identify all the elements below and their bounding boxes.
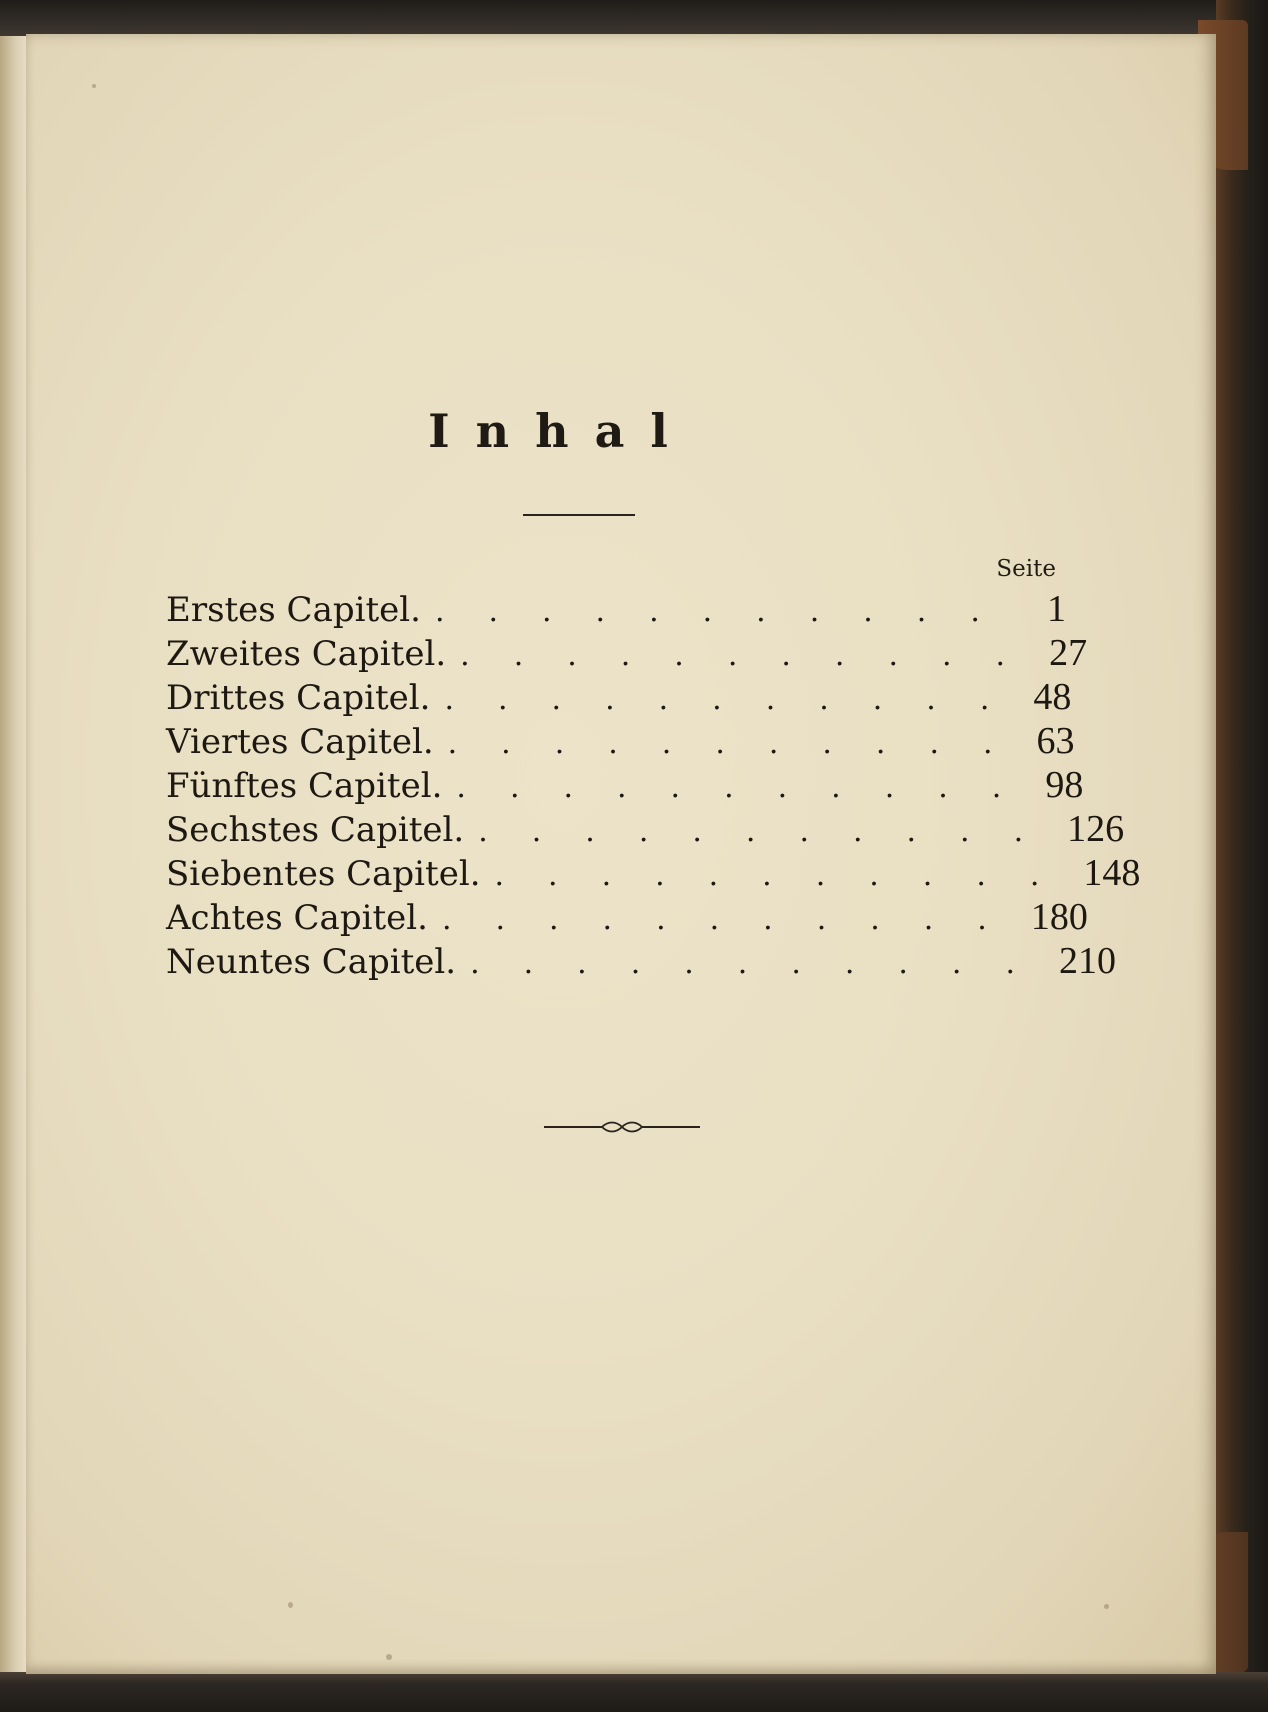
toc-entry-title: Erstes Capitel. [166,590,421,630]
dot-leader: ........... [444,682,1034,717]
toc-entry-title: Fünftes Capitel. [166,766,443,806]
toc-entry [166,851,1141,895]
paper-spot [1104,1604,1109,1609]
toc-entry-page: 27 [1049,632,1088,674]
toc-entry-page: 180 [1030,896,1088,938]
toc-entry-page: 63 [1036,720,1075,762]
toc-entry-page: 210 [1059,940,1117,982]
paper-spot [288,1602,293,1608]
toc-entry-title: Sechstes Capitel. [166,810,465,850]
toc-entry [166,719,1075,763]
dot-leader: ........... [434,594,1024,629]
toc-entry-page: 148 [1083,852,1141,894]
toc-entry [166,939,1117,983]
toc-entry [166,763,1084,807]
title-rule [523,514,635,516]
book-cover-bottom [0,1672,1268,1712]
toc-entry-title: Drittes Capitel. [166,678,431,718]
page-title: Inhal [428,404,694,458]
dot-leader: ........... [460,638,1050,673]
dot-leader: ........... [470,946,1060,981]
ornament-divider [544,1120,700,1134]
toc-entry [166,587,1066,631]
toc-entry [166,631,1088,675]
toc-entry-page: 1 [1047,588,1066,630]
dot-leader: ........... [447,726,1037,761]
page-column-label: Seite [996,556,1056,582]
table-of-contents [166,587,1141,983]
toc-entry-title: Siebentes Capitel. [166,854,481,894]
dot-leader: ........... [456,770,1046,805]
toc-entry-title: Viertes Capitel. [166,722,434,762]
book-page [26,34,1216,1674]
toc-entry-page: 126 [1067,808,1125,850]
dot-leader: ........... [478,814,1068,849]
toc-entry [166,895,1088,939]
paper-spot [92,84,96,88]
facing-page-edge [0,36,28,1672]
dot-leader: ........... [441,902,1031,937]
toc-entry-title: Neuntes Capitel. [166,942,457,982]
toc-entry-title: Achtes Capitel. [166,898,428,938]
dot-leader: ........... [494,858,1084,893]
paper-spot [386,1654,392,1660]
toc-entry-title: Zweites Capitel. [166,634,447,674]
toc-entry [166,807,1125,851]
book-cover-right [1216,0,1268,1712]
toc-entry [166,675,1072,719]
toc-entry-page: 48 [1033,676,1072,718]
toc-entry-page: 98 [1045,764,1084,806]
